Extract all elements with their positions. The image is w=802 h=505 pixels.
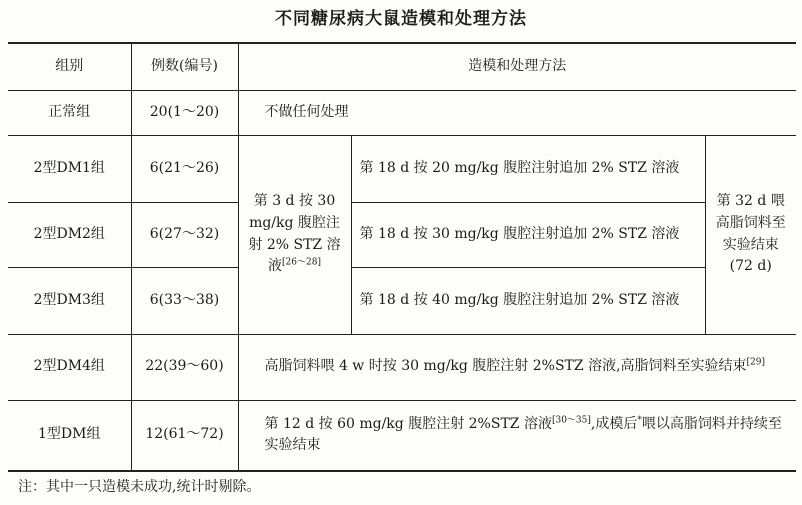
supplement-injection-cell: 第 18 d 按 20 mg/kg 腹腔注射追加 2% STZ 溶液 bbox=[351, 135, 705, 202]
method-text: 高脂饲料喂 4 w 时按 30 mg/kg 腹腔注射 2%STZ 溶液,高脂饲料至实验结束 bbox=[264, 358, 747, 375]
method-text-b: ,成模后 bbox=[590, 415, 638, 432]
group-cell: 正常组 bbox=[8, 90, 131, 135]
supplement-injection-cell: 第 18 d 按 30 mg/kg 腹腔注射追加 2% STZ 溶液 bbox=[351, 202, 705, 267]
count-cell: 6(21～26) bbox=[131, 135, 238, 202]
reference-mark: [30～35] bbox=[551, 414, 591, 425]
count-cell: 6(27～32) bbox=[131, 202, 238, 267]
group-cell: 1型DM组 bbox=[8, 400, 131, 471]
shared-initial-injection-text: 第 3 d 按 30 mg/kg 腹腔注射 2% STZ 溶液 bbox=[248, 193, 341, 275]
group-cell: 2型DM4组 bbox=[8, 334, 131, 400]
shared-feeding-cell: 第 32 d 喂高脂饲料至实验结束(72 d) bbox=[705, 135, 796, 334]
method-cell bbox=[238, 334, 796, 400]
table-row bbox=[8, 267, 796, 334]
header-group: 组别 bbox=[8, 43, 131, 90]
modeling-table bbox=[8, 42, 796, 472]
table-title: 不同糖尿病大鼠造模和处理方法 bbox=[275, 9, 527, 29]
count-cell: 6(33～38) bbox=[131, 267, 238, 334]
count-cell: 20(1～20) bbox=[131, 90, 238, 135]
table-row bbox=[8, 400, 796, 471]
group-cell: 2型DM2组 bbox=[8, 202, 131, 267]
supplement-injection-cell: 第 18 d 按 40 mg/kg 腹腔注射追加 2% STZ 溶液 bbox=[351, 267, 705, 334]
count-cell: 12(61～72) bbox=[131, 400, 238, 471]
table-row bbox=[8, 135, 796, 202]
footnote-star: * bbox=[637, 414, 642, 425]
method-text-a: 第 12 d 按 60 mg/kg 腹腔注射 2%STZ 溶液 bbox=[264, 415, 552, 432]
reference-mark: [26～28] bbox=[282, 257, 321, 268]
header-count: 例数(编号) bbox=[131, 43, 238, 90]
header-method: 造模和处理方法 bbox=[238, 43, 796, 90]
reference-mark: [29] bbox=[746, 357, 766, 368]
count-cell: 22(39～60) bbox=[131, 334, 238, 400]
group-cell: 2型DM3组 bbox=[8, 267, 131, 334]
method-text-c: 喂以高脂饲料并持续至实验结束 bbox=[264, 415, 782, 454]
table-header-row bbox=[8, 43, 796, 90]
shared-initial-injection-cell bbox=[238, 135, 351, 334]
method-cell: 不做任何处理 bbox=[238, 90, 796, 135]
table-footnote: 注：其中一只造模未成功,统计时剔除。 bbox=[18, 479, 261, 495]
table-row bbox=[8, 334, 796, 400]
group-cell: 2型DM1组 bbox=[8, 135, 131, 202]
method-cell bbox=[238, 400, 796, 471]
table-row bbox=[8, 202, 796, 267]
table-row bbox=[8, 90, 796, 135]
